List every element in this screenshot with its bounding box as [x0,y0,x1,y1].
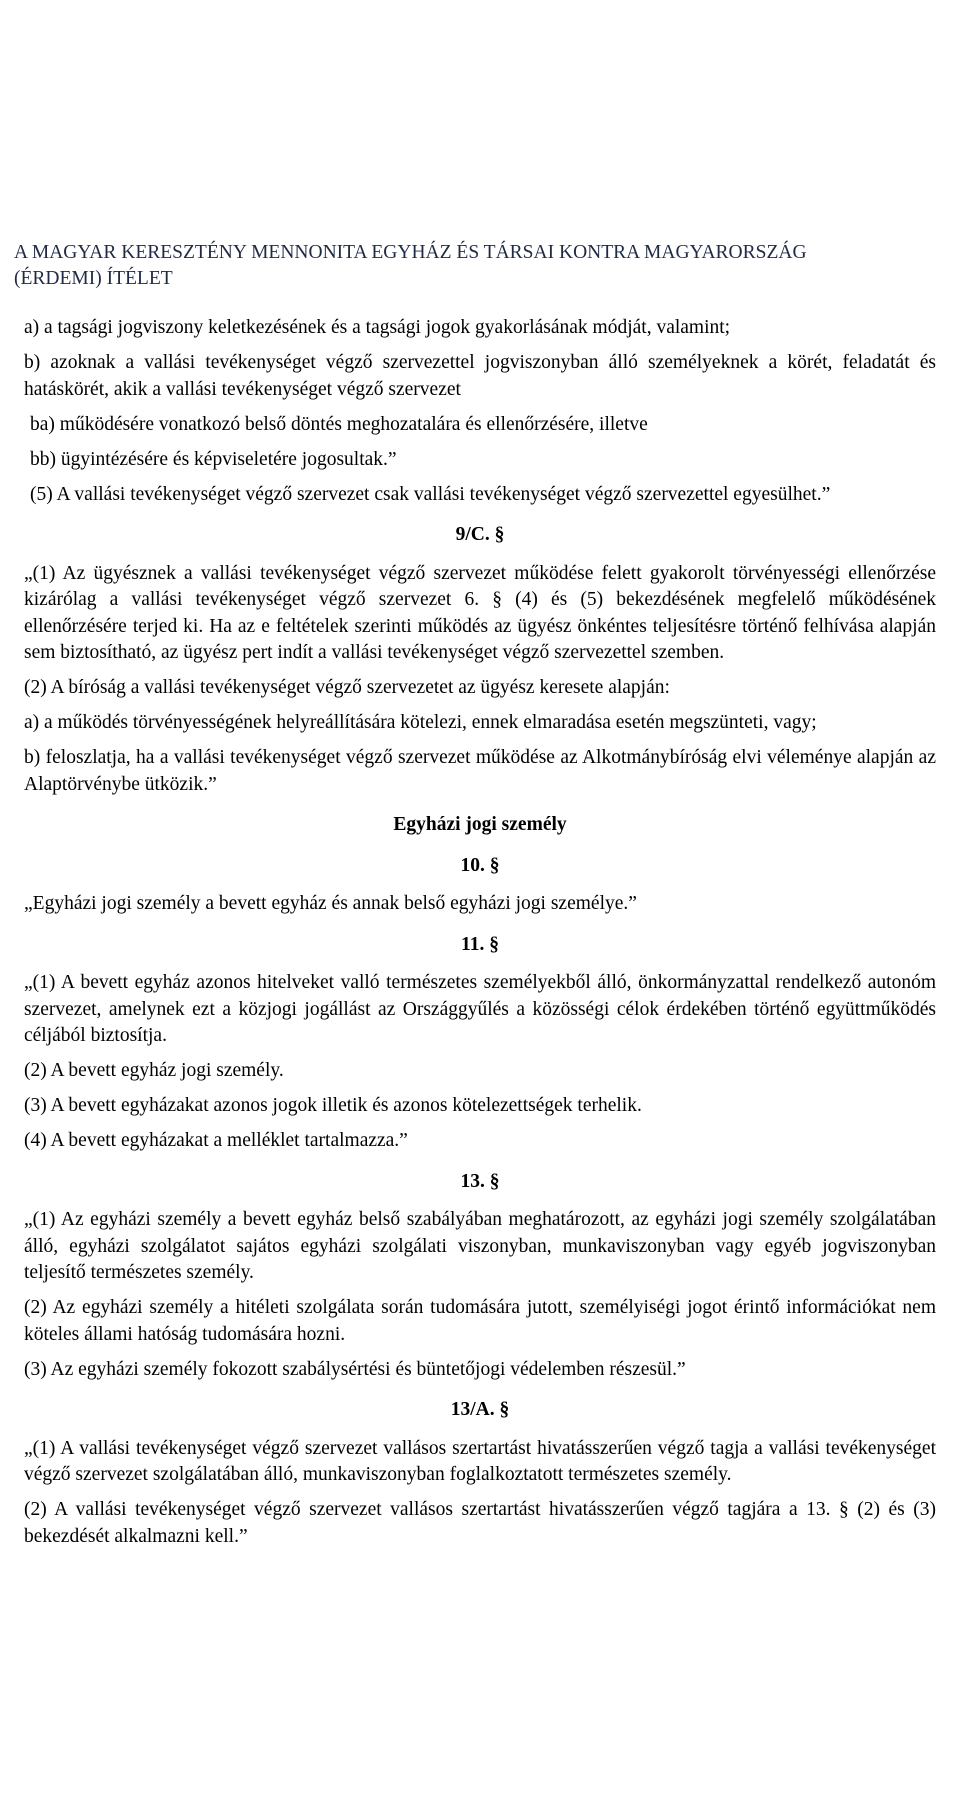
header-title-line2: (ÉRDEMI) ÍTÉLET [14,268,173,289]
paragraph-11-2: (2) A bevett egyház jogi személy. [24,1060,284,1081]
paragraph-a: a) a tagsági jogviszony keletkezésének és a tagsági jogok gyakorlásának módját, valamint; [24,317,731,338]
paragraph-9c-1: „(1) Az ügyésznek a vallási tevékenységet végző szervezet működése felett gyakorolt törvényességi ellenőrzése kizárólag a vallási tevékenységet végző szervezet 6. § (4) és (5) bekezdésének megfelelő működésének ellenőrzésére terjed ki. Ha az e feltételek szerinti működés az ügyész önkéntes teljesítésre történő felhívása alapján sem biztosítható, az ügyész pert indít a vallási tevékenységet végző szervezettel szemben. [24,562,936,663]
paragraph-13a-1: „(1) A vallási tevékenységet végző szervezet vallásos szertartást hivatásszerűen végző tagja a vallási tevékenységet végző szervezet szolgálatában álló, munkaviszonyban foglalkoztatott természetes személy. [24,1437,936,1485]
section-heading-13: 13. § [460,1170,500,1192]
paragraph-13-2: (2) Az egyházi személy a hitéleti szolgálata során tudomására jutott, személyiségi jogot érintő információkat nem köteles állami hatóság tudomására hozni. [24,1297,936,1345]
paragraph-9c-a: a) a működés törvényességének helyreállítására kötelezi, ennek elmaradása esetén megszünteti, vagy; [24,712,817,733]
section-heading-11: 11. § [461,933,499,955]
paragraph-5: (5) A vallási tevékenységet végző szervezet csak vallási tevékenységet végző szervezettel egyesülhet.” [30,483,831,505]
section-heading-9c: 9/C. § [455,524,505,545]
paragraph-bb: bb) ügyintézésére és képviseletére jogosultak.” [30,448,397,470]
paragraph-13a-2: (2) A vallási tevékenységet végző szervezet vallásos szertartást hivatásszerűen végző tagjára a 13. § (2) és (3) bekezdését alkalmazni kell.” [24,1499,936,1547]
section-heading-13a: 13/A. § [450,1399,510,1420]
paragraph-11-3: (3) A bevett egyházakat azonos jogok illetik és azonos kötelezettségek terhelik. [24,1095,642,1116]
paragraph-13-1: „(1) Az egyházi személy a bevett egyház belső szabályában meghatározott, az egyházi jogi személy szolgálatában álló, egyházi szolgálatot sajátos egyházi szolgálati viszonyban, munkaviszonyban vagy egyéb jogviszonyban teljesítő természetes személy. [24,1209,936,1283]
section-heading-10: 10. § [460,854,500,876]
paragraph-13-3: (3) Az egyházi személy fokozott szabálysértési és büntetőjogi védelemben részesül.” [24,1358,686,1380]
document-header [14,240,944,292]
paragraph-11-1: „(1) A bevett egyház azonos hitelveket valló természetes személyekből álló, önkormányzattal rendelkező autonóm szervezet, amelynek ezt a közjogi jogállást az Országgyűlés a közösségi célok érdekében történő együttműködés céljából biztosítja. [24,972,936,1046]
paragraph-9c-2: (2) A bíróság a vallási tevékenységet végző szervezetet az ügyész keresete alapján: [24,677,670,698]
paragraph-10: „Egyházi jogi személy a bevett egyház és annak belső egyházi jogi személye.” [24,893,637,914]
section-heading-egyhazi: Egyházi jogi személy [393,814,567,835]
header-title-line1: A MAGYAR KERESZTÉNY MENNONITA EGYHÁZ ÉS TÁRSAI KONTRA MAGYARORSZÁG [14,242,807,263]
paragraph-b: b) azoknak a vallási tevékenységet végző szervezettel jogviszonyban álló személyeknek a körét, feladatát és hatáskörét, akik a vallási tevékenységet végző szervezet [24,352,936,400]
paragraph-11-4: (4) A bevett egyházakat a melléklet tartalmazza.” [24,1130,408,1151]
paragraph-ba: ba) működésére vonatkozó belső döntés meghozatalára és ellenőrzésére, illetve [30,413,648,435]
document-body [24,315,936,1559]
paragraph-9c-b: b) feloszlatja, ha a vallási tevékenységet végző szervezet működése az Alkotmánybíróság elvi véleménye alapján az Alaptörvénybe ütközik.” [24,747,936,795]
